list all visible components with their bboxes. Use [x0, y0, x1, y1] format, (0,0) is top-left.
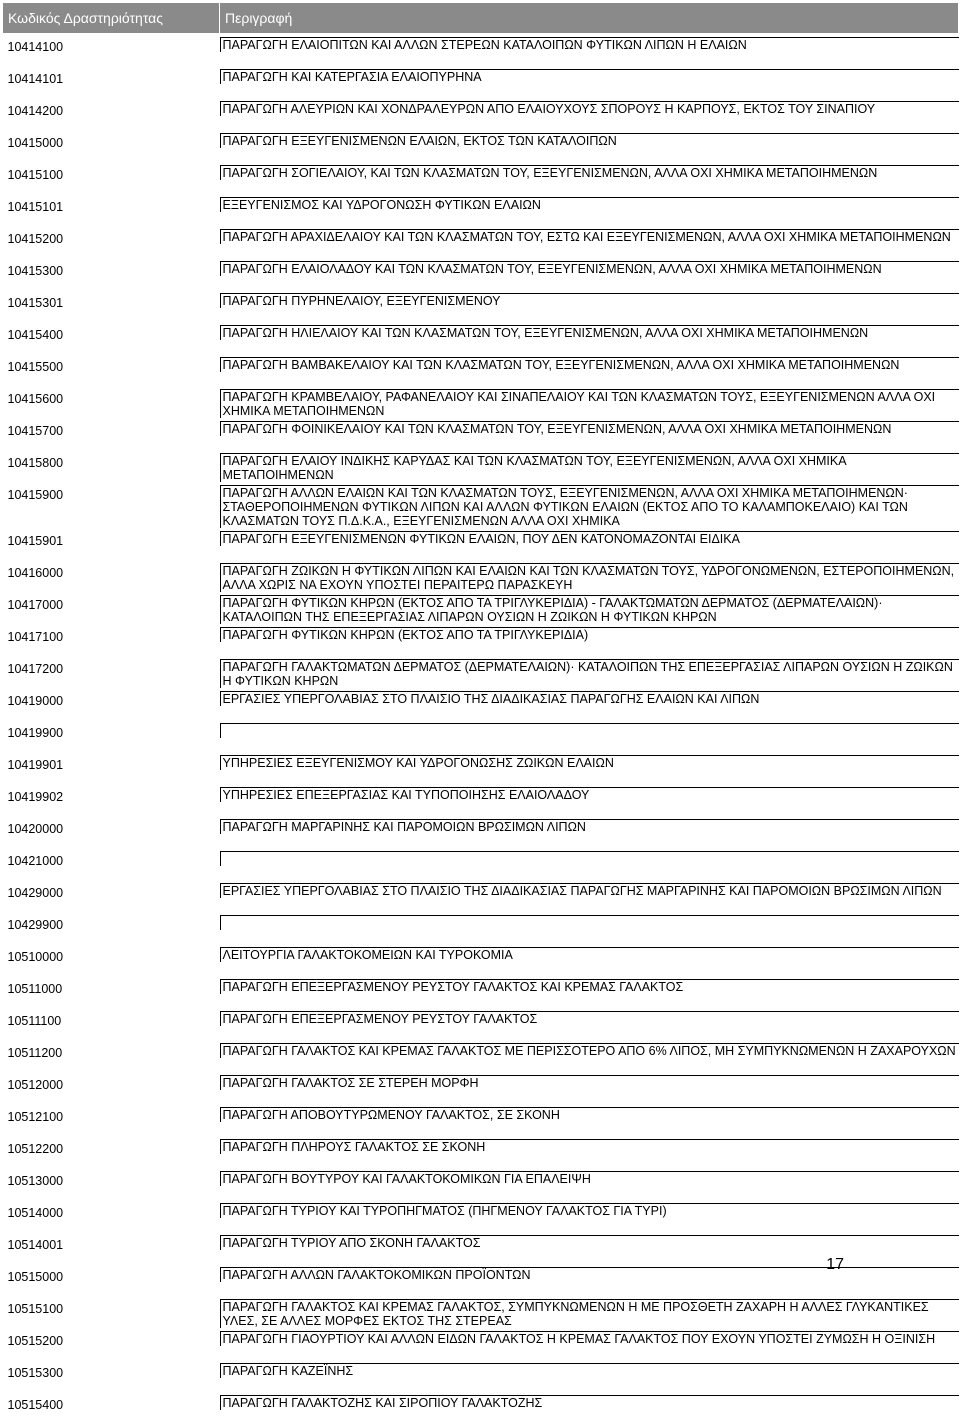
- activity-description: ΕΡΓΑΣΙΕΣ ΥΠΕΡΓΟΛΑΒΙΑΣ ΣΤΟ ΠΛΑΙΣΙΟ ΤΗΣ ΔΙΑΔΙΚΑΣΙΑΣ ΠΑΡΑΓΩΓΗΣ ΕΛΑΙΩΝ ΚΑΙ ΛΙΠΩΝ: [220, 691, 959, 706]
- activity-description-cell: [220, 418, 959, 450]
- activity-code: 10515400: [3, 1392, 220, 1424]
- activity-code: 10419000: [3, 688, 220, 720]
- activity-code: 10419900: [3, 720, 220, 752]
- activity-description: ΠΑΡΑΓΩΓΗ ΕΛΑΙΟΛΑΔΟΥ ΚΑΙ ΤΩΝ ΚΛΑΣΜΑΤΩΝ ΤΟΥ, ΕΞΕΥΓΕΝΙΣΜΕΝΩΝ, ΑΛΛΑ ΟΧΙ ΧΗΜΙΚΑ ΜΕΤΑΠΟΙΗΜΕΝΩΝ: [220, 261, 959, 276]
- activity-description: ΠΑΡΑΓΩΓΗ ΠΛΗΡΟΥΣ ΓΑΛΑΚΤΟΣ ΣΕ ΣΚΟΝΗ: [220, 1139, 959, 1154]
- activity-description-cell: [220, 784, 959, 816]
- activity-code: 10420000: [3, 816, 220, 848]
- activity-description-cell: [220, 944, 959, 976]
- activity-description-cell: [220, 688, 959, 720]
- column-header-code: Κωδικός Δραστηριότητας: [3, 3, 220, 34]
- table-header-row: [3, 3, 959, 34]
- activity-description: ΠΑΡΑΓΩΓΗ ΦΟΙΝΙΚΕΛΑΙΟΥ ΚΑΙ ΤΩΝ ΚΛΑΣΜΑΤΩΝ ΤΟΥ, ΕΞΕΥΓΕΝΙΣΜΕΝΩΝ, ΑΛΛΑ ΟΧΙ ΧΗΜΙΚΑ ΜΕΤΑΠΟΙΗΜΕΝΩΝ: [220, 421, 959, 436]
- activity-description: ΠΑΡΑΓΩΓΗ ΜΑΡΓΑΡΙΝΗΣ ΚΑΙ ΠΑΡΟΜΟΙΩΝ ΒΡΩΣΙΜΩΝ ΛΙΠΩΝ: [220, 819, 959, 834]
- activity-description-cell: [220, 1040, 959, 1072]
- activity-code: 10417000: [3, 592, 220, 624]
- activity-description: ΠΑΡΑΓΩΓΗ ΑΛΛΩΝ ΕΛΑΙΩΝ ΚΑΙ ΤΩΝ ΚΛΑΣΜΑΤΩΝ ΤΟΥΣ, ΕΞΕΥΓΕΝΙΣΜΕΝΩΝ, ΑΛΛΑ ΟΧΙ ΧΗΜΙΚΑ ΜΕΤΑΠΟΙΗΜΕΝΩΝ· ΣΤΑΘΕΡΟΠΟΙΗΜΕΝΩΝ ΦΥΤΙΚΩΝ ΛΙΠΩΝ ΚΑΙ ΑΛΛΩΝ ΦΥΤΙΚΩΝ ΕΛΑΙΩΝ (ΕΚΤΟΣ ΑΠΟ ΤΟ ΚΑΛΑΜΠΟΚΕΛΑΙΟ) ΚΑΙ ΤΩΝ ΚΛΑΣΜΑΤΩΝ ΤΟΥΣ Π.Δ.Κ.Α., ΕΞΕΥΓΕΝΙΣΜΕΝΩΝ ΑΛΛΑ ΟΧΙ ΧΗΜΙΚΑ: [220, 485, 959, 528]
- table-row: [3, 418, 959, 450]
- activity-description: ΛΕΙΤΟΥΡΓΙΑ ΓΑΛΑΚΤΟΚΟΜΕΙΩΝ ΚΑΙ ΤΥΡΟΚΟΜΙΑ: [220, 947, 959, 962]
- activity-description-cell: [220, 1360, 959, 1392]
- activity-code: 10415200: [3, 226, 220, 258]
- activity-description: ΠΑΡΑΓΩΓΗ ΚΑΙ ΚΑΤΕΡΓΑΣΙΑ ΕΛΑΙΟΠΥΡΗΝΑ: [220, 69, 959, 84]
- activity-description-cell: [220, 162, 959, 194]
- activity-code: 10419901: [3, 752, 220, 784]
- activity-description-cell: [220, 194, 959, 226]
- activity-description-cell: [220, 1072, 959, 1104]
- table-row: [3, 624, 959, 656]
- activity-code: 10415300: [3, 258, 220, 290]
- activity-description: ΥΠΗΡΕΣΙΕΣ ΕΞΕΥΓΕΝΙΣΜΟΥ ΚΑΙ ΥΔΡΟΓΟΝΩΣΗΣ ΖΩΙΚΩΝ ΕΛΑΙΩΝ: [220, 755, 959, 770]
- activity-description-cell: [220, 1104, 959, 1136]
- table-row: [3, 784, 959, 816]
- activity-description-cell: [220, 1136, 959, 1168]
- activity-description-cell: [220, 1168, 959, 1200]
- table-row: [3, 354, 959, 386]
- activity-code: 10415600: [3, 386, 220, 418]
- activity-description: [220, 915, 959, 930]
- table-row: [3, 226, 959, 258]
- activity-code: 10512200: [3, 1136, 220, 1168]
- activity-description: ΠΑΡΑΓΩΓΗ ΕΛΑΙΟΠΙΤΩΝ ΚΑΙ ΑΛΛΩΝ ΣΤΕΡΕΩΝ ΚΑΤΑΛΟΙΠΩΝ ΦΥΤΙΚΩΝ ΛΙΠΩΝ Η ΕΛΑΙΩΝ: [220, 37, 959, 52]
- table-row: [3, 1392, 959, 1424]
- table-row: [3, 912, 959, 944]
- activity-description-cell: [220, 258, 959, 290]
- activity-description: ΠΑΡΑΓΩΓΗ ΑΠΟΒΟΥΤΥΡΩΜΕΝΟΥ ΓΑΛΑΚΤΟΣ, ΣΕ ΣΚΟΝΗ: [220, 1107, 959, 1122]
- activity-description-cell: [220, 912, 959, 944]
- activity-description: ΠΑΡΑΓΩΓΗ ΓΑΛΑΚΤΩΜΑΤΩΝ ΔΕΡΜΑΤΟΣ (ΔΕΡΜΑΤΕΛΑΙΩΝ)· ΚΑΤΑΛΟΙΠΩΝ ΤΗΣ ΕΠΕΞΕΡΓΑΣΙΑΣ ΛΙΠΑΡΩΝ ΟΥΣΙΩΝ Η ΖΩΙΚΩΝ Η ΦΥΤΙΚΩΝ ΚΗΡΩΝ: [220, 659, 959, 688]
- activity-description-cell: [220, 482, 959, 528]
- table-row: [3, 130, 959, 162]
- activity-description: ΠΑΡΑΓΩΓΗ ΖΩΙΚΩΝ Η ΦΥΤΙΚΩΝ ΛΙΠΩΝ ΚΑΙ ΕΛΑΙΩΝ ΚΑΙ ΤΩΝ ΚΛΑΣΜΑΤΩΝ ΤΟΥΣ, ΥΔΡΟΓΟΝΩΜΕΝΩΝ, ΕΣΤΕΡΟΠΟΙΗΜΕΝΩΝ, ΑΛΛΑ ΧΩΡΙΣ ΝΑ ΕΧΟΥΝ ΥΠΟΣΤΕΙ ΠΕΡΑΙΤΕΡΩ ΠΑΡΑΣΚΕΥΗ: [220, 563, 959, 592]
- table-row: [3, 1232, 959, 1264]
- activity-description-cell: [220, 450, 959, 482]
- table-row: [3, 322, 959, 354]
- activity-description: ΠΑΡΑΓΩΓΗ ΕΠΕΞΕΡΓΑΣΜΕΝΟΥ ΡΕΥΣΤΟΥ ΓΑΛΑΚΤΟΣ: [220, 1011, 959, 1026]
- table-row: [3, 1360, 959, 1392]
- activity-description-cell: [220, 66, 959, 98]
- activity-description-cell: [220, 354, 959, 386]
- activity-description: ΕΡΓΑΣΙΕΣ ΥΠΕΡΓΟΛΑΒΙΑΣ ΣΤΟ ΠΛΑΙΣΙΟ ΤΗΣ ΔΙΑΔΙΚΑΣΙΑΣ ΠΑΡΑΓΩΓΗΣ ΜΑΡΓΑΡΙΝΗΣ ΚΑΙ ΠΑΡΟΜΟΙΩΝ ΒΡΩΣΙΜΩΝ ΛΙΠΩΝ: [220, 883, 959, 898]
- table-row: [3, 1104, 959, 1136]
- activity-description-cell: [220, 130, 959, 162]
- activity-description-cell: [220, 592, 959, 624]
- activity-code: 10417200: [3, 656, 220, 688]
- activity-description-cell: [220, 98, 959, 130]
- activity-code: 10513000: [3, 1168, 220, 1200]
- activity-code: 10415800: [3, 450, 220, 482]
- activity-description-cell: [220, 848, 959, 880]
- activity-description-cell: [220, 1008, 959, 1040]
- activity-description-cell: [220, 1392, 959, 1424]
- activity-description-cell: [220, 290, 959, 322]
- table-row: [3, 482, 959, 528]
- activity-description: ΠΑΡΑΓΩΓΗ ΑΛΛΩΝ ΓΑΛΑΚΤΟΚΟΜΙΚΩΝ ΠΡΟΪΟΝΤΩΝ: [220, 1267, 959, 1282]
- table-row: [3, 560, 959, 592]
- activity-code: 10515100: [3, 1296, 220, 1328]
- table-row: [3, 386, 959, 418]
- activity-description-cell: [220, 1296, 959, 1328]
- activity-description: ΠΑΡΑΓΩΓΗ ΦΥΤΙΚΩΝ ΚΗΡΩΝ (ΕΚΤΟΣ ΑΠΟ ΤΑ ΤΡΙΓΛΥΚΕΡΙΔΙΑ): [220, 627, 959, 642]
- activity-description-cell: [220, 976, 959, 1008]
- table-row: [3, 880, 959, 912]
- activity-description: ΠΑΡΑΓΩΓΗ ΒΟΥΤΥΡΟΥ ΚΑΙ ΓΑΛΑΚΤΟΚΟΜΙΚΩΝ ΓΙΑ ΕΠΑΛΕΙΨΗ: [220, 1171, 959, 1186]
- activity-description-cell: [220, 226, 959, 258]
- table-row: [3, 1296, 959, 1328]
- activity-code: 10510000: [3, 944, 220, 976]
- activity-code: 10429900: [3, 912, 220, 944]
- activity-description: ΠΑΡΑΓΩΓΗ ΗΛΙΕΛΑΙΟΥ ΚΑΙ ΤΩΝ ΚΛΑΣΜΑΤΩΝ ΤΟΥ, ΕΞΕΥΓΕΝΙΣΜΕΝΩΝ, ΑΛΛΑ ΟΧΙ ΧΗΜΙΚΑ ΜΕΤΑΠΟΙΗΜΕΝΩΝ: [220, 325, 959, 340]
- table-row: [3, 528, 959, 560]
- activity-code: 10512000: [3, 1072, 220, 1104]
- activity-description: ΠΑΡΑΓΩΓΗ ΕΞΕΥΓΕΝΙΣΜΕΝΩΝ ΦΥΤΙΚΩΝ ΕΛΑΙΩΝ, ΠΟΥ ΔΕΝ ΚΑΤΟΝΟΜΑΖΟΝΤΑΙ ΕΙΔΙΚΑ: [220, 531, 959, 546]
- table-row: [3, 162, 959, 194]
- table-body: [3, 34, 959, 1424]
- activity-description-cell: [220, 752, 959, 784]
- activity-description-cell: [220, 816, 959, 848]
- activity-description-cell: [220, 322, 959, 354]
- table-row: [3, 1072, 959, 1104]
- table-row: [3, 1008, 959, 1040]
- table-row: [3, 688, 959, 720]
- table-row: [3, 34, 959, 67]
- activity-description: ΕΞΕΥΓΕΝΙΣΜΟΣ ΚΑΙ ΥΔΡΟΓΟΝΩΣΗ ΦΥΤΙΚΩΝ ΕΛΑΙΩΝ: [220, 197, 959, 212]
- activity-code: 10415900: [3, 482, 220, 528]
- activity-description: ΠΑΡΑΓΩΓΗ ΤΥΡΙΟΥ ΚΑΙ ΤΥΡΟΠΗΓΜΑΤΟΣ (ΠΗΓΜΕΝΟΥ ΓΑΛΑΚΤΟΣ ΓΙΑ ΤΥΡΙ): [220, 1203, 959, 1218]
- activity-code: 10429000: [3, 880, 220, 912]
- activity-code: 10515200: [3, 1328, 220, 1360]
- table-row: [3, 1328, 959, 1360]
- activity-code: 10414101: [3, 66, 220, 98]
- table-row: [3, 816, 959, 848]
- column-header-description: Περιγραφή: [220, 3, 959, 34]
- activity-description: ΠΑΡΑΓΩΓΗ ΓΑΛΑΚΤΟΣ ΣΕ ΣΤΕΡΕΗ ΜΟΡΦΗ: [220, 1075, 959, 1090]
- activity-description: ΠΑΡΑΓΩΓΗ ΕΠΕΞΕΡΓΑΣΜΕΝΟΥ ΡΕΥΣΤΟΥ ΓΑΛΑΚΤΟΣ ΚΑΙ ΚΡΕΜΑΣ ΓΑΛΑΚΤΟΣ: [220, 979, 959, 994]
- activity-description-cell: [220, 1264, 959, 1296]
- activity-code: 10511000: [3, 976, 220, 1008]
- activity-code: 10414200: [3, 98, 220, 130]
- activity-description-cell: [220, 1328, 959, 1360]
- activity-code-table: [2, 2, 959, 1424]
- table-row: [3, 720, 959, 752]
- activity-description: ΠΑΡΑΓΩΓΗ ΒΑΜΒΑΚΕΛΑΙΟΥ ΚΑΙ ΤΩΝ ΚΛΑΣΜΑΤΩΝ ΤΟΥ, ΕΞΕΥΓΕΝΙΣΜΕΝΩΝ, ΑΛΛΑ ΟΧΙ ΧΗΜΙΚΑ ΜΕΤΑΠΟΙΗΜΕΝΩΝ: [220, 357, 959, 372]
- activity-description: ΠΑΡΑΓΩΓΗ ΑΡΑΧΙΔΕΛΑΙΟΥ ΚΑΙ ΤΩΝ ΚΛΑΣΜΑΤΩΝ ΤΟΥ, ΕΣΤΩ ΚΑΙ ΕΞΕΥΓΕΝΙΣΜΕΝΩΝ, ΑΛΛΑ ΟΧΙ ΧΗΜΙΚΑ ΜΕΤΑΠΟΙΗΜΕΝΩΝ: [220, 229, 959, 244]
- activity-code: 10415901: [3, 528, 220, 560]
- activity-description-cell: [220, 34, 959, 67]
- activity-code: 10416000: [3, 560, 220, 592]
- activity-description-cell: [220, 1232, 959, 1264]
- activity-code: 10417100: [3, 624, 220, 656]
- activity-description-cell: [220, 560, 959, 592]
- activity-description: ΠΑΡΑΓΩΓΗ ΦΥΤΙΚΩΝ ΚΗΡΩΝ (ΕΚΤΟΣ ΑΠΟ ΤΑ ΤΡΙΓΛΥΚΕΡΙΔΙΑ) - ΓΑΛΑΚΤΩΜΑΤΩΝ ΔΕΡΜΑΤΟΣ (ΔΕΡΜΑΤΕΛΑΙΩΝ)· ΚΑΤΑΛΟΙΠΩΝ ΤΗΣ ΕΠΕΞΕΡΓΑΣΙΑΣ ΛΙΠΑΡΩΝ ΟΥΣΙΩΝ Η ΖΩΙΚΩΝ Η ΦΥΤΙΚΩΝ ΚΗΡΩΝ: [220, 595, 959, 624]
- activity-code: 10415400: [3, 322, 220, 354]
- table-row: [3, 592, 959, 624]
- activity-code: 10415101: [3, 194, 220, 226]
- activity-description: [220, 723, 959, 738]
- table-row: [3, 194, 959, 226]
- activity-description: ΠΑΡΑΓΩΓΗ ΑΛΕΥΡΙΩΝ ΚΑΙ ΧΟΝΔΡΑΛΕΥΡΩΝ ΑΠΟ ΕΛΑΙΟΥΧΟΥΣ ΣΠΟΡΟΥΣ Η ΚΑΡΠΟΥΣ, ΕΚΤΟΣ ΤΟΥ ΣΙΝΑΠΙΟΥ: [220, 101, 959, 116]
- table-row: [3, 752, 959, 784]
- activity-description: ΠΑΡΑΓΩΓΗ ΚΑΖΕΪΝΗΣ: [220, 1363, 959, 1378]
- activity-description-cell: [220, 1200, 959, 1232]
- activity-description-cell: [220, 624, 959, 656]
- activity-code: 10415100: [3, 162, 220, 194]
- table-row: [3, 290, 959, 322]
- activity-description: ΠΑΡΑΓΩΓΗ ΓΑΛΑΚΤΟΣ ΚΑΙ ΚΡΕΜΑΣ ΓΑΛΑΚΤΟΣ, ΣΥΜΠΥΚΝΩΜΕΝΩΝ Η ΜΕ ΠΡΟΣΘΕΤΗ ΖΑΧΑΡΗ Η ΑΛΛΕΣ ΓΛΥΚΑΝΤΙΚΕΣ ΥΛΕΣ, ΣΕ ΑΛΛΕΣ ΜΟΡΦΕΣ ΕΚΤΟΣ ΤΗΣ ΣΤΕΡΕΑΣ: [220, 1299, 959, 1328]
- table-row: [3, 450, 959, 482]
- activity-code: 10515300: [3, 1360, 220, 1392]
- activity-code: 10414100: [3, 34, 220, 67]
- table-row: [3, 98, 959, 130]
- table-row: [3, 976, 959, 1008]
- activity-description-cell: [220, 720, 959, 752]
- activity-code: 10415500: [3, 354, 220, 386]
- activity-code: 10421000: [3, 848, 220, 880]
- activity-description-cell: [220, 528, 959, 560]
- activity-description: ΠΑΡΑΓΩΓΗ ΓΙΑΟΥΡΤΙΟΥ ΚΑΙ ΑΛΛΩΝ ΕΙΔΩΝ ΓΑΛΑΚΤΟΣ Η ΚΡΕΜΑΣ ΓΑΛΑΚΤΟΣ ΠΟΥ ΕΧΟΥΝ ΥΠΟΣΤΕΙ ΖΥΜΩΣΗ Η ΟΞΙΝΙΣΗ: [220, 1331, 959, 1346]
- page-number: 17: [826, 1256, 844, 1274]
- table-row: [3, 1168, 959, 1200]
- activity-code: 10511200: [3, 1040, 220, 1072]
- table-row: [3, 1264, 959, 1296]
- activity-code: 10514001: [3, 1232, 220, 1264]
- activity-description: [220, 851, 959, 866]
- activity-code: 10514000: [3, 1200, 220, 1232]
- table-row: [3, 656, 959, 688]
- table-row: [3, 1136, 959, 1168]
- activity-description: ΠΑΡΑΓΩΓΗ ΤΥΡΙΟΥ ΑΠΟ ΣΚΟΝΗ ΓΑΛΑΚΤΟΣ: [220, 1235, 959, 1250]
- activity-description: ΠΑΡΑΓΩΓΗ ΚΡΑΜΒΕΛΑΙΟΥ, ΡΑΦΑΝΕΛΑΙΟΥ ΚΑΙ ΣΙΝΑΠΕΛΑΙΟΥ ΚΑΙ ΤΩΝ ΚΛΑΣΜΑΤΩΝ ΤΟΥΣ, ΕΞΕΥΓΕΝΙΣΜΕΝΩΝ ΑΛΛΑ ΟΧΙ ΧΗΜΙΚΑ ΜΕΤΑΠΟΙΗΜΕΝΩΝ: [220, 389, 959, 418]
- table-row: [3, 1200, 959, 1232]
- activity-code: 10511100: [3, 1008, 220, 1040]
- table-row: [3, 258, 959, 290]
- table-row: [3, 848, 959, 880]
- activity-description: ΠΑΡΑΓΩΓΗ ΕΛΑΙΟΥ ΙΝΔΙΚΗΣ ΚΑΡΥΔΑΣ ΚΑΙ ΤΩΝ ΚΛΑΣΜΑΤΩΝ ΤΟΥ, ΕΞΕΥΓΕΝΙΣΜΕΝΩΝ, ΑΛΛΑ ΟΧΙ ΧΗΜΙΚΑ ΜΕΤΑΠΟΙΗΜΕΝΩΝ: [220, 453, 959, 482]
- activity-description-cell: [220, 880, 959, 912]
- activity-description: ΥΠΗΡΕΣΙΕΣ ΕΠΕΞΕΡΓΑΣΙΑΣ ΚΑΙ ΤΥΠΟΠΟΙΗΣΗΣ ΕΛΑΙΟΛΑΔΟΥ: [220, 787, 959, 802]
- table-row: [3, 1040, 959, 1072]
- activity-description: ΠΑΡΑΓΩΓΗ ΣΟΓΙΕΛΑΙΟΥ, ΚΑΙ ΤΩΝ ΚΛΑΣΜΑΤΩΝ ΤΟΥ, ΕΞΕΥΓΕΝΙΣΜΕΝΩΝ, ΑΛΛΑ ΟΧΙ ΧΗΜΙΚΑ ΜΕΤΑΠΟΙΗΜΕΝΩΝ: [220, 165, 959, 180]
- activity-description: ΠΑΡΑΓΩΓΗ ΓΑΛΑΚΤΟΖΗΣ ΚΑΙ ΣΙΡΟΠΙΟΥ ΓΑΛΑΚΤΟΖΗΣ: [220, 1395, 959, 1410]
- activity-code: 10415000: [3, 130, 220, 162]
- activity-description-cell: [220, 656, 959, 688]
- activity-code: 10415301: [3, 290, 220, 322]
- activity-description: ΠΑΡΑΓΩΓΗ ΕΞΕΥΓΕΝΙΣΜΕΝΩΝ ΕΛΑΙΩΝ, ΕΚΤΟΣ ΤΩΝ ΚΑΤΑΛΟΙΠΩΝ: [220, 133, 959, 148]
- activity-code: 10515000: [3, 1264, 220, 1296]
- table-row: [3, 944, 959, 976]
- activity-code: 10419902: [3, 784, 220, 816]
- activity-description-cell: [220, 386, 959, 418]
- table-row: [3, 66, 959, 98]
- activity-code: 10512100: [3, 1104, 220, 1136]
- activity-description: ΠΑΡΑΓΩΓΗ ΠΥΡΗΝΕΛΑΙΟΥ, ΕΞΕΥΓΕΝΙΣΜΕΝΟΥ: [220, 293, 959, 308]
- activity-description: ΠΑΡΑΓΩΓΗ ΓΑΛΑΚΤΟΣ ΚΑΙ ΚΡΕΜΑΣ ΓΑΛΑΚΤΟΣ ΜΕ ΠΕΡΙΣΣΟΤΕΡΟ ΑΠΟ 6% ΛΙΠΟΣ, ΜΗ ΣΥΜΠΥΚΝΩΜΕΝΩΝ Η ΖΑΧΑΡΟΥΧΩΝ: [220, 1043, 959, 1058]
- activity-code: 10415700: [3, 418, 220, 450]
